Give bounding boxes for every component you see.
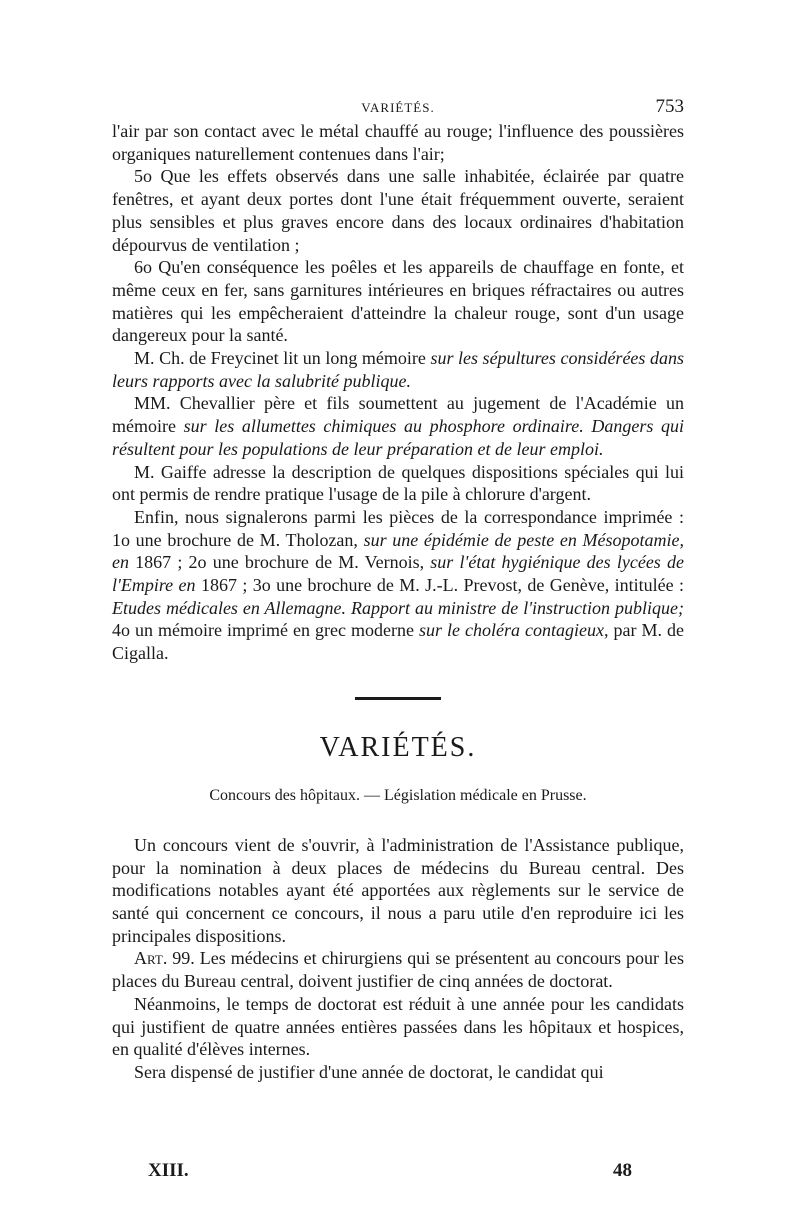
section-subtitle: Concours des hôpitaux. — Législation médicale en Prusse. <box>209 786 587 804</box>
paragraph: 6o Qu'en conséquence les poêles et les appareils de chauffage en fonte, et même ceux en fer, sans garnitures intérieures en briques réfractaires ou autres matières qui les empêcheraient d'atteindre la chaleur rouge, sont d'un usage dangereux pour la santé. <box>112 257 684 346</box>
running-head <box>112 96 684 120</box>
paragraph: Sera dispensé de justifier d'une année de doctorat, le candidat qui <box>134 1061 604 1082</box>
text-run: MM. Chevallier père et fils soumettent au jugement de l'Académie un mémoire <box>112 393 684 437</box>
page <box>112 96 684 1084</box>
leaf-number: 48 <box>613 1160 632 1181</box>
text-run: M. Ch. de Freycinet lit un long mémoire <box>134 348 431 369</box>
section-title: VARIÉTÉS. <box>319 731 477 763</box>
italic-title: sur le choléra contagieux, <box>418 620 609 641</box>
page-number: 753 <box>655 96 684 117</box>
italic-title: sur les sépultures considérées dans leurs rapports avec la salubrité publique. <box>112 348 684 391</box>
paragraph <box>112 392 684 460</box>
italic-title: sur une épidémie de peste en Mésopotamie, en <box>112 529 684 573</box>
italic-title: sur l'état hygiénique des lycées de l'Empire en <box>112 552 684 596</box>
paragraph <box>112 506 684 665</box>
italic-title: sur les allumettes chimiques au phosphore ordinaire. Dangers qui résultent pour les populations de leur préparation et de leur emploi. <box>112 416 684 459</box>
paragraph: Néanmoins, le temps de doctorat est réduit à une année pour les candidats qui justifient de quatre années entières passées dans les hôpitaux et hospices, en qualité d'élèves internes. <box>112 993 684 1060</box>
paragraph: M. Gaiffe adresse la description de quelques dispositions spéciales qui lui ont permis de rendre pratique l'usage de la pile à chlorure d'argent. <box>112 461 684 505</box>
signature-mark: XIII. <box>148 1160 189 1181</box>
text-run: Enfin, nous signalerons parmi les pièces de la correspondance imprimée : 1o une brochure de M. Tholozan, <box>112 506 684 550</box>
section-divider <box>355 697 441 700</box>
text-run: 1867 ; 2o une brochure de M. Vernois, <box>129 552 431 573</box>
text-run: 1867 ; 3o une brochure de M. J.-L. Prevost, de Genève, intitulée : <box>195 575 684 596</box>
text-run: 4o un mémoire imprimé en grec moderne <box>112 620 419 641</box>
section-body <box>112 834 684 1084</box>
paragraph <box>112 347 684 392</box>
body-text <box>112 120 684 665</box>
text-run: par M. de Cigalla. <box>112 620 684 664</box>
spacer <box>112 806 684 834</box>
article-label: Art. 99. <box>134 948 195 969</box>
italic-title: Etudes médicales en Allemagne. Rapport au ministre de l'instruction publique; <box>112 597 684 618</box>
paragraph: 5o Que les effets observés dans une salle inhabitée, éclairée par quatre fenêtres, et ayant deux portes dont l'une était fréquemment ouverte, seraient plus sensibles et plus graves encore dans des locaux ordinaires d'habitation dépourvus de ventilation ; <box>112 166 684 255</box>
paragraph: l'air par son contact avec le métal chauffé au rouge; l'influence des poussières organiques naturellement contenues dans l'air; <box>112 121 684 164</box>
text-run: Les médecins et chirurgiens qui se présentent au concours pour les places du Bureau central, doivent justifier de cinq années de doctorat. <box>112 948 684 992</box>
running-head-title: VARIÉTÉS. <box>361 100 435 115</box>
paragraph <box>112 947 684 992</box>
paragraph: Un concours vient de s'ouvrir, à l'administration de l'Assistance publique, pour la nomination à deux places de médecins du Bureau central. Des modifications notables ayant été apportées aux règlements sur le service de santé qui concernent ce concours, il nous a paru utile d'en reproduire ici les principales dispositions. <box>112 834 684 946</box>
